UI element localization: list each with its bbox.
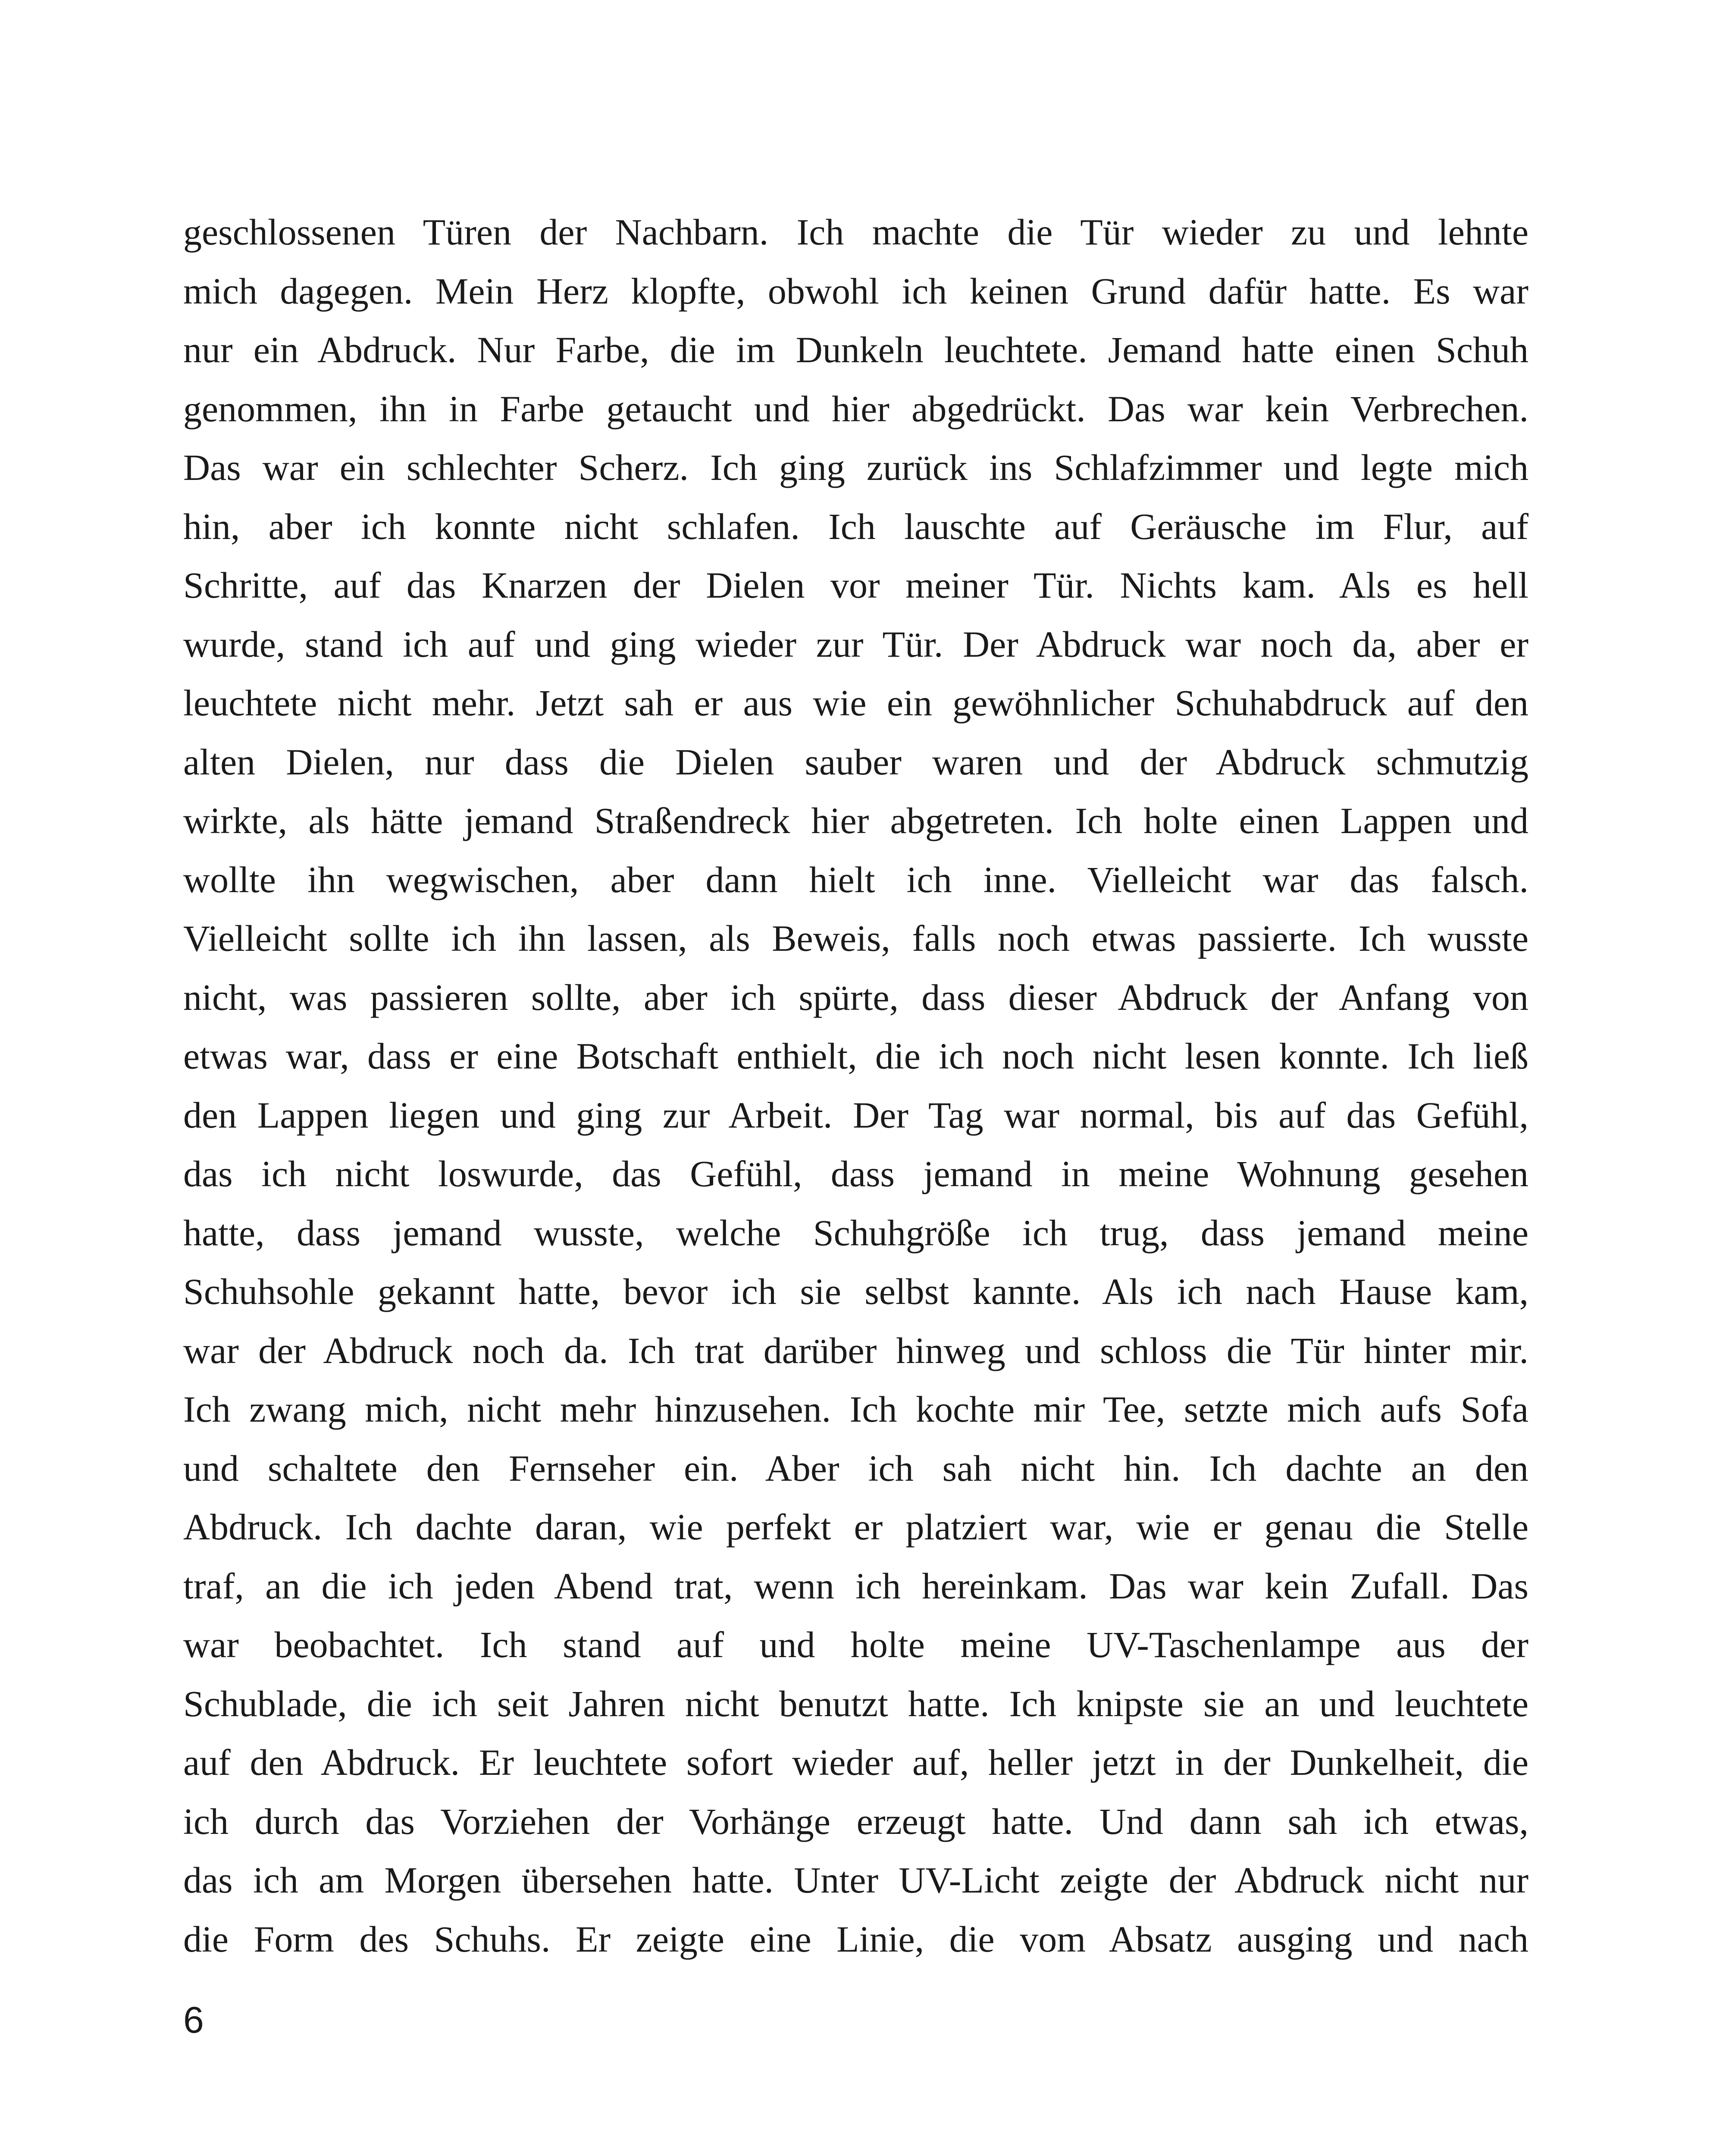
text-line: wirkte, als hätte jemand Straßendreck hier abgetreten. Ich holte einen Lappen und (183, 800, 1528, 841)
text-line: Abdruck. Ich dachte daran, wie perfekt er platziert war, wie er genau die Stelle (183, 1506, 1528, 1548)
text-line: war beobachtet. Ich stand auf und holte meine UV-Taschenlampe aus der (183, 1624, 1528, 1665)
text-line: den Lappen liegen und ging zur Arbeit. Der Tag war normal, bis auf das Gefühl, (183, 1094, 1528, 1136)
text-line: nicht, was passieren sollte, aber ich spürte, dass dieser Abdruck der Anfang von (183, 976, 1528, 1018)
text-line: wurde, stand ich auf und ging wieder zur Tür. Der Abdruck war noch da, aber er (183, 623, 1528, 665)
text-line: Ich zwang mich, nicht mehr hinzusehen. Ich kochte mir Tee, setzte mich aufs Sofa (183, 1388, 1528, 1430)
text-line: das ich nicht loswurde, das Gefühl, dass jemand in meine Wohnung gesehen (183, 1153, 1528, 1194)
text-line: leuchtete nicht mehr. Jetzt sah er aus wie ein gewöhnlicher Schuhabdruck auf den (183, 682, 1528, 724)
text-line: traf, an die ich jeden Abend trat, wenn ich hereinkam. Das war kein Zufall. Das (183, 1565, 1528, 1607)
text-line: wollte ihn wegwischen, aber dann hielt ich inne. Vielleicht war das falsch. (183, 859, 1528, 900)
text-line: hatte, dass jemand wusste, welche Schuhgröße ich trug, dass jemand meine (183, 1212, 1528, 1253)
text-line: auf den Abdruck. Er leuchtete sofort wieder auf, heller jetzt in der Dunkelheit, die (183, 1742, 1528, 1783)
text-line: war der Abdruck noch da. Ich trat darüber hinweg und schloss die Tür hinter mir. (183, 1329, 1528, 1371)
text-line: ich durch das Vorziehen der Vorhänge erzeugt hatte. Und dann sah ich etwas, (183, 1800, 1528, 1842)
text-line: Schuhsohle gekannt hatte, bevor ich sie selbst kannte. Als ich nach Hause kam, (183, 1271, 1528, 1312)
body-text (183, 203, 1528, 1968)
text-line: alten Dielen, nur dass die Dielen sauber waren und der Abdruck schmutzig (183, 741, 1528, 783)
text-line: Das war ein schlechter Scherz. Ich ging zurück ins Schlafzimmer und legte mich (183, 447, 1528, 488)
text-line: hin, aber ich konnte nicht schlafen. Ich lauschte auf Geräusche im Flur, auf (183, 505, 1528, 547)
text-line: mich dagegen. Mein Herz klopfte, obwohl ich keinen Grund dafür hatte. Es war (183, 270, 1528, 312)
text-line: geschlossenen Türen der Nachbarn. Ich machte die Tür wieder zu und lehnte (183, 211, 1528, 253)
text-line: etwas war, dass er eine Botschaft enthielt, die ich noch nicht lesen konnte. Ich ließ (183, 1035, 1528, 1077)
text-line: Schritte, auf das Knarzen der Dielen vor meiner Tür. Nichts kam. Als es hell (183, 564, 1528, 606)
text-line: nur ein Abdruck. Nur Farbe, die im Dunkeln leuchtete. Jemand hatte einen Schuh (183, 329, 1528, 370)
text-line: und schaltete den Fernseher ein. Aber ich sah nicht hin. Ich dachte an den (183, 1447, 1528, 1489)
text-line: die Form des Schuhs. Er zeigte eine Linie, die vom Absatz ausging und nach (183, 1918, 1528, 1960)
text-line: Vielleicht sollte ich ihn lassen, als Beweis, falls noch etwas passierte. Ich wusste (183, 918, 1528, 959)
text-line: genommen, ihn in Farbe getaucht und hier abgedrückt. Das war kein Verbrechen. (183, 388, 1528, 429)
text-line: das ich am Morgen übersehen hatte. Unter UV-Licht zeigte der Abdruck nicht nur (183, 1859, 1528, 1901)
text-line: Schublade, die ich seit Jahren nicht benutzt hatte. Ich knipste sie an und leuchtete (183, 1683, 1528, 1724)
page-number: 6 (183, 1999, 204, 2041)
